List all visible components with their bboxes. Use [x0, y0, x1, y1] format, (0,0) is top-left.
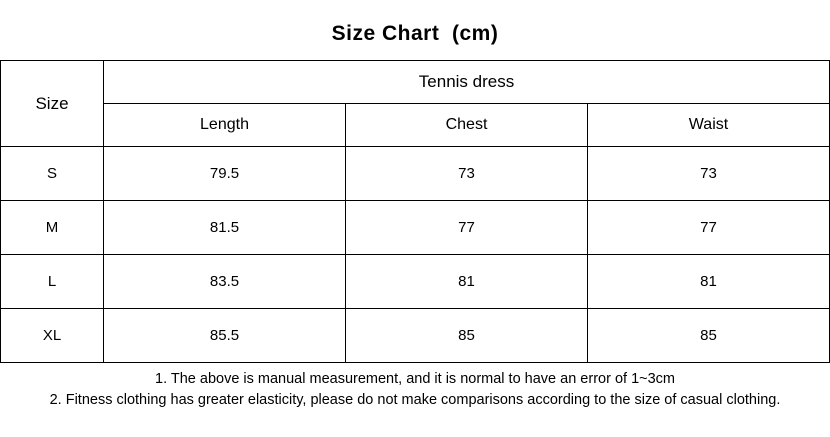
cell-waist: 81 [588, 255, 830, 309]
table-header-row-sub [1, 104, 830, 147]
table-row [1, 201, 830, 255]
cell-length: 83.5 [104, 255, 346, 309]
table-header-row-group [1, 61, 830, 104]
header-waist: Waist [588, 104, 830, 147]
cell-waist: 85 [588, 309, 830, 363]
table-row [1, 147, 830, 201]
notes-section [0, 363, 830, 411]
cell-chest: 85 [346, 309, 588, 363]
cell-chest: 73 [346, 147, 588, 201]
page-title: Size Chart (cm) [331, 22, 499, 45]
cell-length: 81.5 [104, 201, 346, 255]
table-row [1, 309, 830, 363]
header-product-group: Tennis dress [104, 61, 830, 104]
cell-length: 85.5 [104, 309, 346, 363]
cell-chest: 81 [346, 255, 588, 309]
cell-size: M [1, 201, 104, 255]
cell-size: L [1, 255, 104, 309]
header-size: Size [1, 61, 104, 147]
cell-length: 79.5 [104, 147, 346, 201]
cell-chest: 77 [346, 201, 588, 255]
header-length: Length [104, 104, 346, 147]
note-measurement: 1. The above is manual measurement, and it is normal to have an error of 1~3cm [155, 371, 675, 387]
table-row [1, 255, 830, 309]
cell-waist: 77 [588, 201, 830, 255]
header-chest: Chest [346, 104, 588, 147]
cell-size: S [1, 147, 104, 201]
size-chart-table [0, 60, 830, 363]
note-elasticity: 2. Fitness clothing has greater elasticity, please do not make comparisons according to the size of casual clothing. [49, 392, 781, 409]
cell-waist: 73 [588, 147, 830, 201]
cell-size: XL [1, 309, 104, 363]
